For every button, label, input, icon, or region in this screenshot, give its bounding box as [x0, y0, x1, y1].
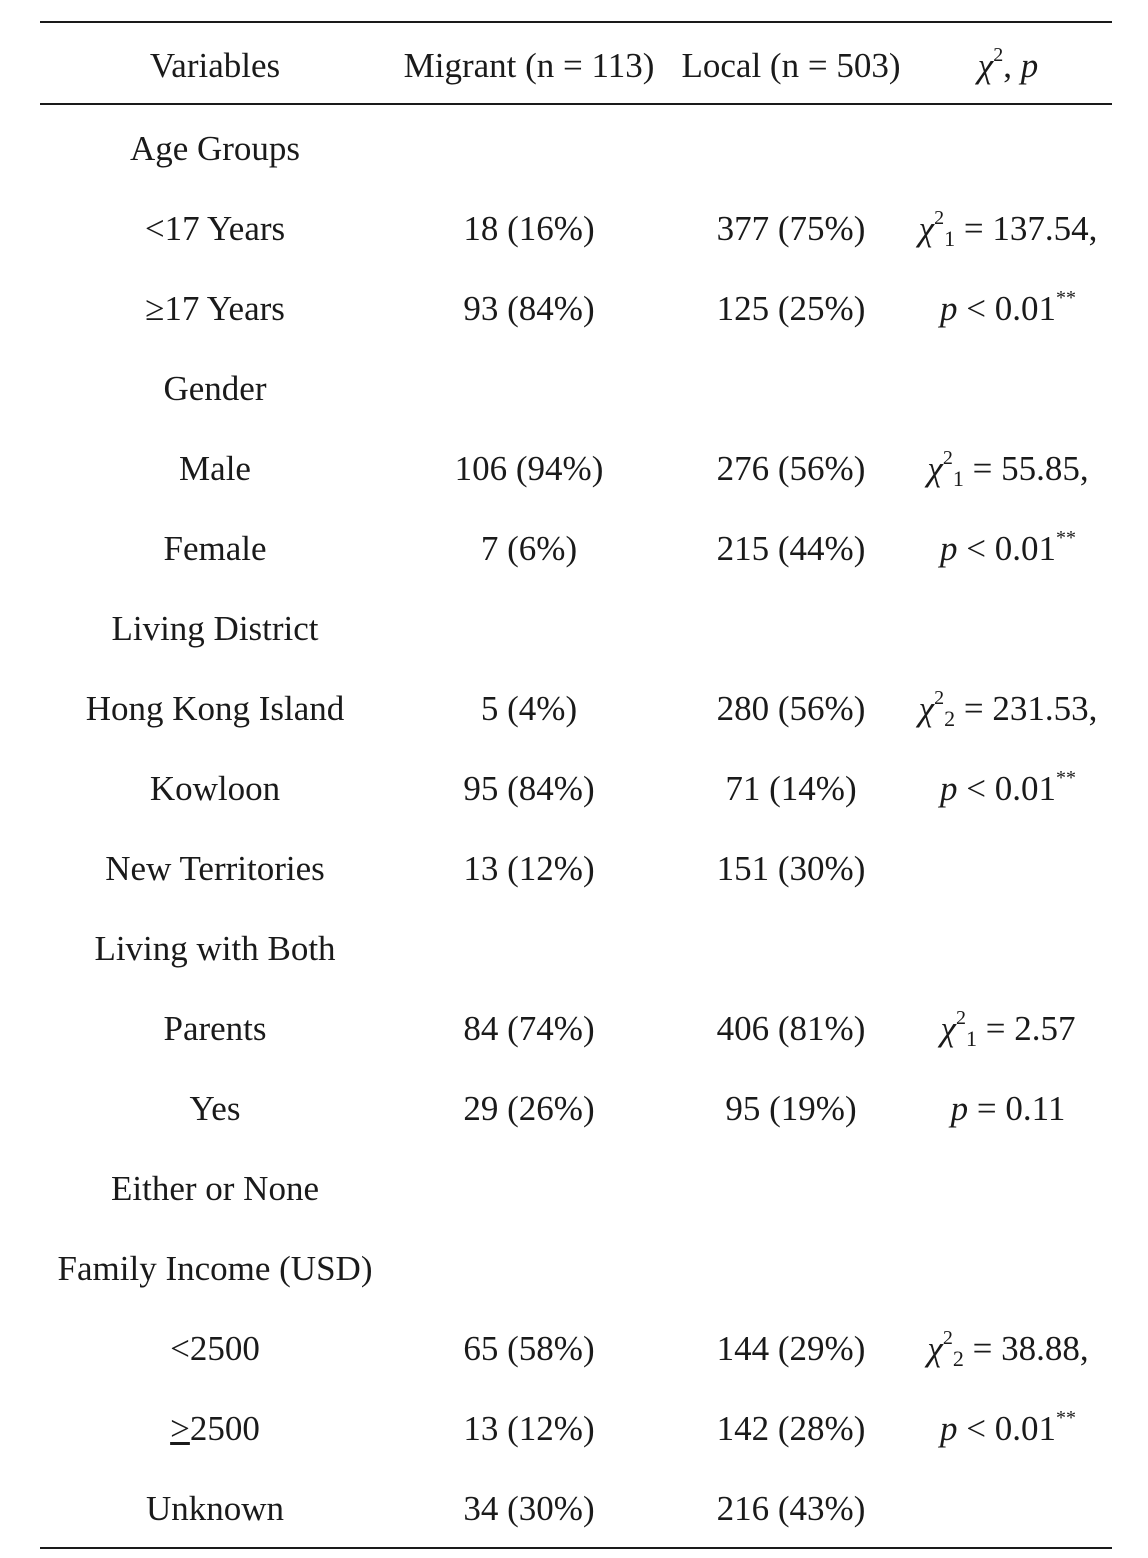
variable-label: 2500: [189, 1409, 260, 1448]
statistic-value: < 0.01: [957, 289, 1056, 328]
variable-label: Male: [179, 449, 251, 488]
variable-label: Hong Kong Island: [85, 689, 345, 728]
local-cell: 215 (44%): [716, 529, 866, 568]
variable-label: Unknown: [145, 1489, 285, 1528]
variable-label: Gender: [163, 369, 267, 408]
chi-symbol: χ: [940, 1009, 956, 1048]
variable-cell: [170, 1331, 260, 1366]
statistic-cell: [918, 687, 1098, 731]
statistic-cell: [940, 1407, 1076, 1448]
statistic-value: = 231.53,: [955, 689, 1098, 728]
variable-label: Living with Both: [94, 929, 336, 968]
header-variables: Variables: [149, 46, 281, 85]
local-cell: 144 (29%): [716, 1329, 866, 1368]
variable-cell: [105, 851, 324, 886]
variable-cell: [179, 451, 251, 486]
p-symbol: p: [950, 1089, 969, 1128]
local-cell: 280 (56%): [716, 689, 866, 728]
migrant-cell: 29 (26%): [463, 1089, 595, 1128]
header-local: Local (n = 503): [681, 46, 901, 85]
migrant-cell: 65 (58%): [463, 1329, 595, 1368]
chi-symbol: χ: [927, 449, 943, 488]
migrant-cell: 106 (94%): [454, 449, 604, 488]
variable-cell: [58, 1251, 373, 1286]
migrant-cell: 93 (84%): [463, 289, 595, 328]
significance-marker: **: [1056, 287, 1076, 309]
statistic-cell: [918, 207, 1098, 251]
header-statistic: $\chi^2$, p: [977, 44, 1039, 85]
local-cell: 125 (25%): [716, 289, 866, 328]
chi-superscript: 2: [942, 447, 953, 469]
variable-label: New Territories: [105, 849, 325, 888]
p-symbol: p: [940, 289, 958, 328]
migrant-cell: 13 (12%): [463, 1409, 595, 1448]
variable-label: <2500: [170, 1329, 260, 1368]
variable-cell: [170, 1411, 260, 1446]
variable-label: Either or None: [111, 1169, 319, 1208]
variable-cell: [130, 131, 300, 166]
statistic-value: < 0.01: [957, 769, 1056, 808]
migrant-cell: 95 (84%): [463, 769, 595, 808]
statistic-cell: [940, 767, 1076, 808]
migrant-cell: 84 (74%): [463, 1009, 595, 1048]
chi-superscript: 2: [942, 1327, 953, 1349]
chi-df-subscript: 1: [952, 466, 964, 491]
local-cell: 151 (30%): [716, 849, 866, 888]
table-bottom-rule: [40, 1547, 1112, 1549]
statistic-cell: [940, 527, 1076, 568]
table-top-rule: [40, 21, 1112, 23]
significance-marker: **: [1056, 1407, 1076, 1429]
significance-marker: **: [1056, 767, 1076, 789]
variable-label: Parents: [163, 1009, 267, 1048]
chi-symbol: χ: [927, 1329, 943, 1368]
table-header-rule: [40, 103, 1112, 105]
chi-df-subscript: 2: [944, 706, 956, 731]
p-symbol: p: [940, 1409, 958, 1448]
variable-cell: [150, 771, 280, 806]
local-cell: 406 (81%): [716, 1009, 866, 1048]
statistic-value: = 55.85,: [963, 449, 1089, 488]
variable-label: Age Groups: [129, 129, 301, 168]
p-symbol: p: [940, 769, 958, 808]
chi-superscript: 2: [955, 1007, 966, 1029]
migrant-cell: 5 (4%): [480, 689, 578, 728]
chi-symbol: χ: [918, 209, 935, 248]
statistic-value: = 137.54,: [955, 209, 1098, 248]
variable-label: Yes: [189, 1089, 241, 1128]
header-migrant: Migrant (n = 113): [403, 46, 655, 85]
local-cell: 377 (75%): [716, 209, 866, 248]
p-symbol: p: [940, 529, 958, 568]
variable-label: ≥17 Years: [145, 289, 285, 328]
chi-df-subscript: 2: [952, 1346, 964, 1371]
variable-cell: [146, 1491, 284, 1526]
statistic-value: = 38.88,: [963, 1329, 1089, 1368]
migrant-cell: 7 (6%): [480, 529, 578, 568]
statistic-value: < 0.01: [957, 529, 1056, 568]
migrant-cell: 34 (30%): [463, 1489, 595, 1528]
variable-label: Female: [163, 529, 267, 568]
statistic-value: < 0.01: [957, 1409, 1056, 1448]
statistic-value: = 0.11: [968, 1089, 1066, 1128]
significance-marker: **: [1056, 527, 1076, 549]
variable-cell: [145, 291, 285, 326]
local-cell: 142 (28%): [716, 1409, 866, 1448]
chi-df-subscript: 1: [944, 226, 956, 251]
variable-cell: [94, 931, 335, 966]
variable-cell: [111, 611, 318, 646]
variable-cell: [163, 1011, 266, 1046]
variable-prefix: >: [170, 1409, 190, 1448]
variable-cell: [111, 1171, 319, 1206]
local-cell: 216 (43%): [716, 1489, 866, 1528]
local-cell: 95 (19%): [725, 1089, 857, 1128]
statistic-cell: [927, 447, 1089, 491]
statistic-cell: [940, 1007, 1076, 1051]
variable-label: <17 Years: [144, 209, 286, 248]
chi-superscript: 2: [934, 207, 945, 229]
statistic-cell: [951, 1091, 1066, 1126]
local-cell: 276 (56%): [716, 449, 866, 488]
variable-cell: [163, 371, 266, 406]
statistic-cell: [927, 1327, 1089, 1371]
local-cell: 71 (14%): [725, 769, 857, 808]
variable-cell: [145, 211, 285, 246]
statistic-value: = 2.57: [976, 1009, 1076, 1048]
variable-cell: [163, 531, 266, 566]
migrant-cell: 18 (16%): [463, 209, 595, 248]
variable-cell: [86, 691, 345, 726]
statistic-cell: [940, 287, 1076, 328]
chi-symbol: χ: [918, 689, 935, 728]
variable-label: Living District: [111, 609, 319, 648]
variable-label: Family Income (USD): [57, 1249, 373, 1288]
variable-label: Kowloon: [149, 769, 281, 808]
variable-cell: [190, 1091, 241, 1126]
migrant-cell: 13 (12%): [463, 849, 595, 888]
chi-superscript: 2: [934, 687, 945, 709]
chi-df-subscript: 1: [965, 1026, 977, 1051]
